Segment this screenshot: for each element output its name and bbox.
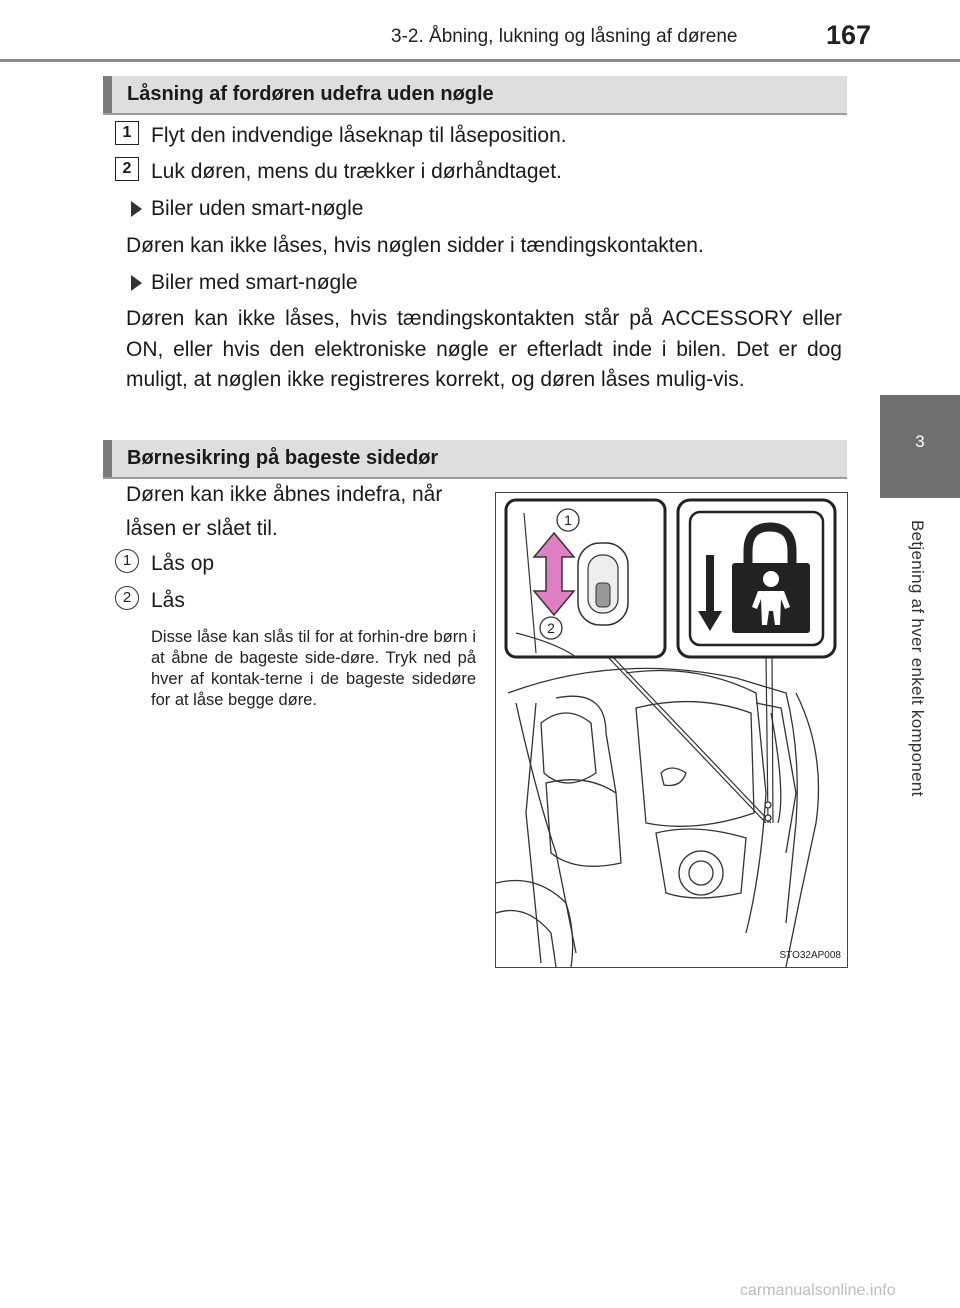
chapter-number: 3 — [915, 432, 925, 451]
watermark-text: carmanualsonline.info — [740, 1282, 896, 1299]
chapter-title: Betjening af hver enkelt komponent — [908, 520, 927, 797]
step-text-2: Luk døren, mens du trækker i dørhåndtaget. — [151, 160, 562, 183]
seat-cushion — [546, 780, 621, 867]
bullet-heading-no-smart-key: Biler uden smart-nøgle — [151, 197, 364, 220]
callout-2: 2 — [547, 620, 555, 636]
section-heading-locking — [103, 76, 847, 115]
speaker-circle — [679, 851, 723, 895]
section-heading-bar — [103, 76, 112, 113]
child-lock-illustration — [495, 492, 848, 968]
child-lock-intro: Døren kan ikke åbnes indefra, når låsen er slået til. — [126, 483, 443, 540]
section-title: Børnesikring på bageste sidedør — [127, 447, 439, 469]
inset-lock-switch — [506, 500, 665, 657]
item-number-1: 1 — [115, 549, 139, 573]
door-inner-panel — [636, 702, 754, 827]
item-text-lock: Lås — [151, 589, 185, 612]
section-title: Låsning af fordøren udefra uden nøgle — [127, 83, 494, 105]
bullet-triangle-icon — [131, 201, 142, 217]
header-title: 3-2. Åbning, lukning og låsning af dørene — [391, 26, 738, 47]
step-text-1: Flyt den indvendige låseknap til låseposition. — [151, 124, 567, 147]
chapter-side-tab — [880, 0, 960, 1308]
header-rule — [0, 59, 960, 62]
inset-child-lock-symbol — [678, 500, 835, 657]
section-heading-bar — [103, 440, 112, 477]
paragraph-smart-key: Døren kan ikke låses, hvis tændingskontakten står på ACCESSORY eller ON, eller hvis den elektroniske nøgle er efterladt inde i bilen. Det er dog muligt, at nøglen ikke registreres korrekt, og døren låses mulig-vis. — [126, 307, 842, 391]
item-number-2: 2 — [115, 586, 139, 610]
paragraph-no-smart-key: Døren kan ikke låses, hvis nøglen sidder i tændingskontakten. — [126, 234, 704, 257]
step-number-1: 1 — [115, 121, 139, 145]
callout-1: 1 — [564, 512, 572, 528]
page-number: 167 — [826, 20, 872, 50]
figure-code: STO32AP008 — [779, 950, 841, 961]
bullet-triangle-icon — [131, 275, 142, 291]
item-text-unlock: Lås op — [151, 552, 215, 575]
seat-back — [541, 713, 596, 783]
bullet-heading-smart-key: Biler med smart-nøgle — [151, 271, 358, 294]
car-door-drawing — [496, 493, 847, 967]
step-number-2: 2 — [115, 157, 139, 181]
section-heading-child-lock — [103, 440, 847, 479]
child-lock-note: Disse låse kan slås til for at forhin-dre børn i at åbne de bageste side-døre. Tryk ned på hver af kontak-terne i de bageste sidedøre for at låse begge døre. — [151, 628, 476, 709]
